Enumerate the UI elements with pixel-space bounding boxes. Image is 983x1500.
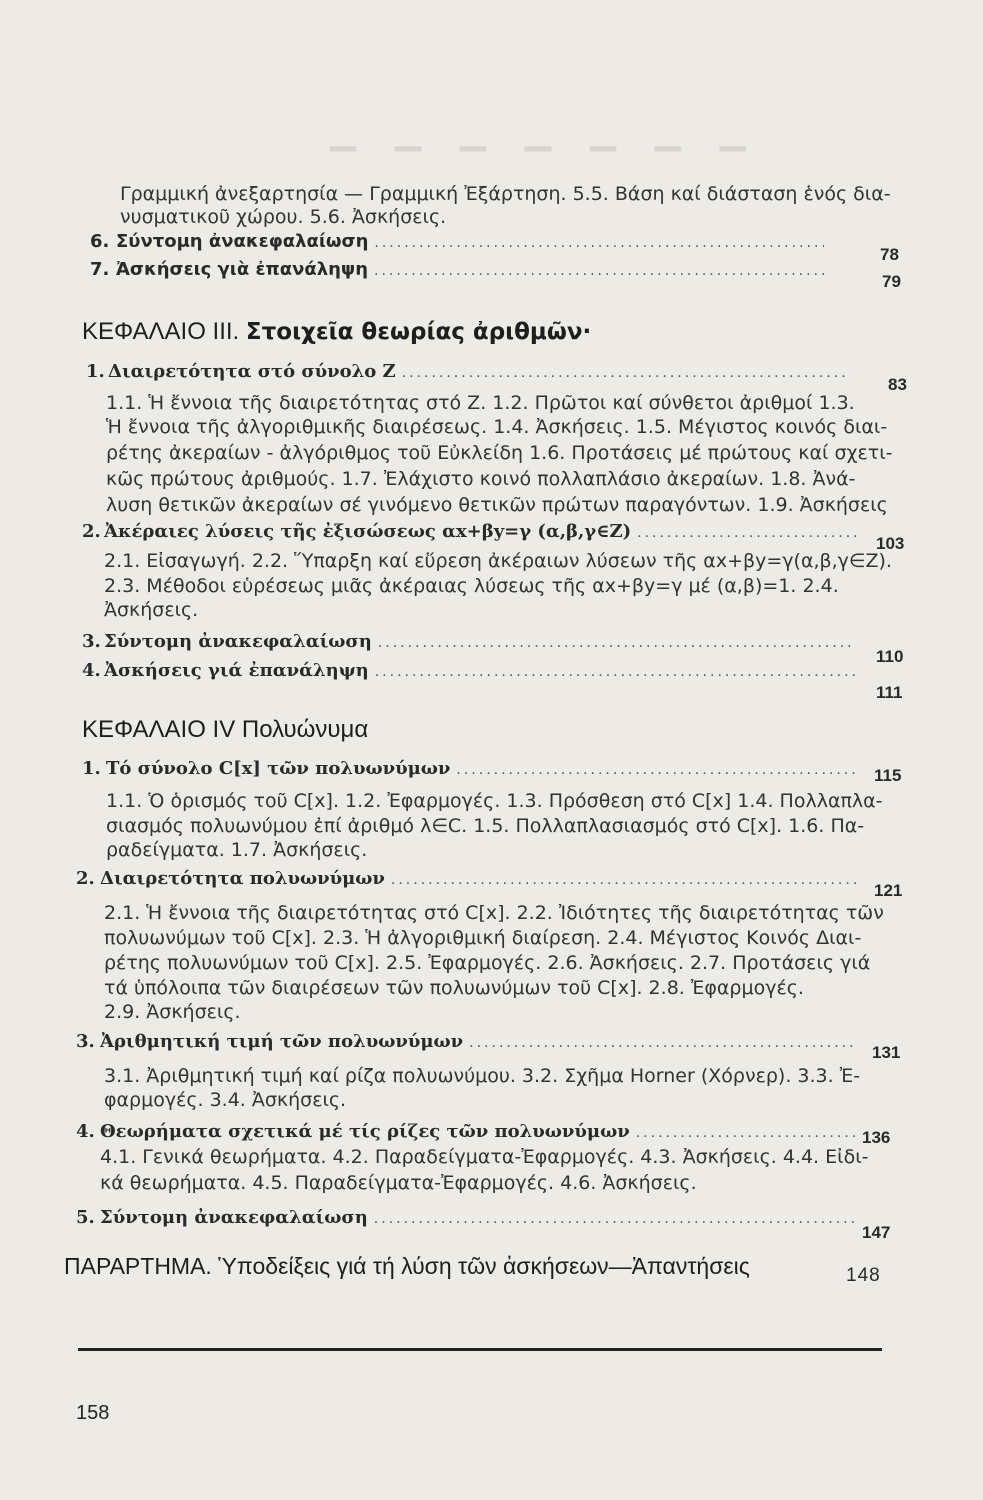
entry-page: 103 (876, 534, 905, 553)
entry-title: Σύντομη ἀνακεφαλαίωση (104, 631, 372, 652)
entry-title: Διαιρετότητα στό σύνολο Ζ (108, 361, 396, 382)
intro-line-1: Γραμμική ἀνεξαρτησία — Γραμμική Ἐξάρτηση. 5.5. Βάση καί διάσταση ἑνός δια- (120, 183, 891, 205)
leader-dots (469, 1031, 856, 1055)
entry-number: 4. (76, 1121, 95, 1142)
leader-dots (637, 521, 856, 545)
subsection-line: κῶς πρώτους ἀριθμούς. 1.7. Ἐλάχιστο κοινό πολλαπλάσιο ἀκεραίων. 1.8. Ἀνά- (106, 468, 856, 490)
entry-number: 1. (86, 361, 105, 382)
appendix-page: 148 (846, 1265, 881, 1286)
subsection-line: Ἡ ἔννοια τῆς ἀλγοριθμικῆς διαιρέσεως. 1.4. Ἀσκήσεις. 1.5. Μέγιστος κοινός διαι- (106, 416, 888, 438)
entry-page: 147 (862, 1223, 891, 1242)
leader-dots (391, 868, 856, 892)
appendix-title: Ὑποδείξεις γιά τή λύση τῶν ἀσκήσεων—Ἀπαντήσεις (218, 1253, 750, 1279)
chapter-title: Στοιχεῖα θεωρίας ἀριθμῶν· (245, 319, 592, 345)
subsection-line: 2.9. Ἀσκήσεις. (104, 1001, 241, 1023)
leader-dots (374, 231, 824, 255)
subsection-line: 2.1. Ἡ ἔννοια τῆς διαιρετότητας στό C[x]. 2.2. Ἰδιότητες τῆς διαιρετότητας τῶν (104, 902, 884, 924)
subsection-line: κά θεωρήματα. 4.5. Παραδείγματα-Ἐφαρμογές. 4.6. Ἀσκήσεις. (100, 1172, 697, 1194)
leader-dots (375, 660, 856, 684)
entry-title: Ἀσκήσεις γιὰ ἐπανάληψη (116, 259, 369, 280)
appendix-heading (64, 1253, 750, 1280)
bleed-through-decoration: ▁ ▁ ▁ ▁ ▁ ▁ ▁ (330, 112, 760, 152)
entry-title: Θεωρήματα σχετικά μέ τίς ρίζες τῶν πολυωνύμων (100, 1121, 630, 1142)
entry-title: Σύντομη ἀνακεφαλαίωση (100, 1207, 368, 1228)
chapter-heading (82, 716, 368, 744)
toc-entry[interactable] (82, 520, 862, 545)
toc-entry[interactable] (76, 1120, 862, 1145)
entry-page: 111 (876, 683, 903, 702)
subsection-line: 4.1. Γενικά θεωρήματα. 4.2. Παραδείγματα-Ἐφαρμογές. 4.3. Ἀσκήσεις. 4.4. Εἰδι- (100, 1146, 869, 1168)
entry-number: 6. (90, 231, 110, 252)
leader-dots (636, 1121, 856, 1145)
entry-page: 79 (882, 272, 901, 291)
entry-page: 136 (862, 1128, 891, 1147)
toc-entry[interactable] (90, 258, 830, 283)
entry-page: 78 (880, 245, 899, 264)
intro-line-2: νυσματικοῦ χώρου. 5.6. Ἀσκήσεις. (120, 206, 447, 228)
entry-page: 121 (874, 881, 903, 900)
entry-title: Τό σύνολο C[x] τῶν πολυωνύμων (106, 758, 451, 779)
toc-entry[interactable] (90, 230, 830, 255)
entry-number: 7. (90, 259, 110, 280)
subsection-line: λυση θετικῶν ἀκεραίων σέ γινόμενο θετικῶν πρώτων παραγόντων. 1.9. Ἀσκήσεις (106, 494, 888, 516)
toc-entry[interactable] (82, 757, 862, 782)
footer-rule (78, 1348, 882, 1351)
entry-number: 4. (82, 660, 101, 681)
entry-page: 83 (888, 375, 907, 394)
toc-entry[interactable] (82, 659, 862, 684)
leader-dots (374, 259, 824, 283)
toc-entry[interactable] (76, 867, 862, 892)
appendix-label: ΠΑΡΑΡΤΗΜΑ. (64, 1253, 212, 1279)
entry-title: Ἀκέραιες λύσεις τῆς ἐξισώσεως αx+βy=γ (α,β,γ∈Ζ) (104, 521, 632, 542)
toc-entry[interactable] (76, 1030, 862, 1055)
leader-dots (374, 1207, 856, 1231)
entry-number: 3. (76, 1031, 95, 1052)
entry-number: 5. (76, 1207, 95, 1228)
subsection-line: πολυωνύμων τοῦ C[x]. 2.3. Ἡ ἀλγοριθμική διαίρεση. 2.4. Μέγιστος Κοινός Διαι- (104, 927, 862, 949)
page-number: 158 (76, 1402, 110, 1424)
leader-dots (456, 758, 856, 782)
chapter-label: ΚΕΦΑΛΑΙΟ III. (82, 318, 240, 345)
entry-title: Σύντομη ἀνακεφαλαίωση (116, 231, 369, 252)
entry-page: 115 (874, 766, 902, 785)
chapter-title: Πολυώνυμα (241, 716, 369, 743)
subsection-line: 1.1. Ἡ ἔννοια τῆς διαιρετότητας στό Ζ. 1.2. Πρῶτοι καί σύνθετοι ἀριθμοί 1.3. (106, 392, 855, 414)
subsection-line: 1.1. Ὁ ὁρισμός τοῦ C[x]. 1.2. Ἐφαρμογές. 1.3. Πρόσθεση στό C[x] 1.4. Πολλαπλα- (106, 790, 883, 812)
subsection-line: 2.1. Εἰσαγωγή. 2.2. Ὕπαρξη καί εὕρεση ἀκέραιων λύσεων τῆς αx+βy=γ(α,β,γ∈Ζ). (104, 550, 892, 572)
chapter-heading (82, 318, 591, 346)
toc-entry[interactable] (86, 360, 856, 385)
subsection-line: σιασμός πολυωνύμου ἐπί ἀριθμό λ∈C. 1.5. Πολλαπλασιασμός στό C[x]. 1.6. Πα- (106, 815, 865, 837)
subsection-line: ρέτης πολυωνύμων τοῦ C[x]. 2.5. Ἐφαρμογές. 2.6. Ἀσκήσεις. 2.7. Προτάσεις γιά (104, 952, 871, 974)
subsection-line: Ἀσκήσεις. (104, 599, 199, 621)
entry-number: 2. (76, 868, 95, 889)
entry-number: 2. (82, 521, 101, 542)
subsection-line: 3.1. Ἀριθμητική τιμή καί ρίζα πολυωνύμου. 3.2. Σχῆμα Horner (Χόρνερ). 3.3. Ἐ- (104, 1065, 861, 1087)
subsection-line: τά ὑπόλοιπα τῶν διαιρέσεων τῶν πολυωνύμων τοῦ C[x]. 2.8. Ἐφαρμογές. (104, 977, 804, 999)
chapter-label: ΚΕΦΑΛΑΙΟ IV (82, 716, 236, 743)
subsection-line: ραδείγματα. 1.7. Ἀσκήσεις. (106, 839, 368, 861)
toc-entry[interactable] (76, 1206, 862, 1231)
entry-title: Ἀσκήσεις γιά ἐπανάληψη (104, 660, 369, 681)
leader-dots (378, 631, 856, 655)
entry-title: Ἀριθμητική τιμή τῶν πολυωνύμων (100, 1031, 464, 1052)
leader-dots (402, 361, 850, 385)
subsection-line: ρέτης ἀκεραίων - ἀλγόριθμος τοῦ Εὐκλείδη 1.6. Προτάσεις μέ πρώτους καί σχετι- (106, 442, 893, 464)
subsection-line: 2.3. Μέθοδοι εὑρέσεως μιᾶς ἀκέραιας λύσεως τῆς αx+βy=γ μέ (α,β)=1. 2.4. (104, 575, 839, 597)
toc-entry[interactable] (82, 630, 862, 655)
subsection-line: φαρμογές. 3.4. Ἀσκήσεις. (104, 1089, 347, 1111)
entry-number: 1. (82, 758, 101, 779)
entry-page: 110 (876, 647, 904, 666)
entry-number: 3. (82, 631, 101, 652)
entry-page: 131 (872, 1043, 901, 1062)
entry-title: Διαιρετότητα πολυωνύμων (100, 868, 385, 889)
